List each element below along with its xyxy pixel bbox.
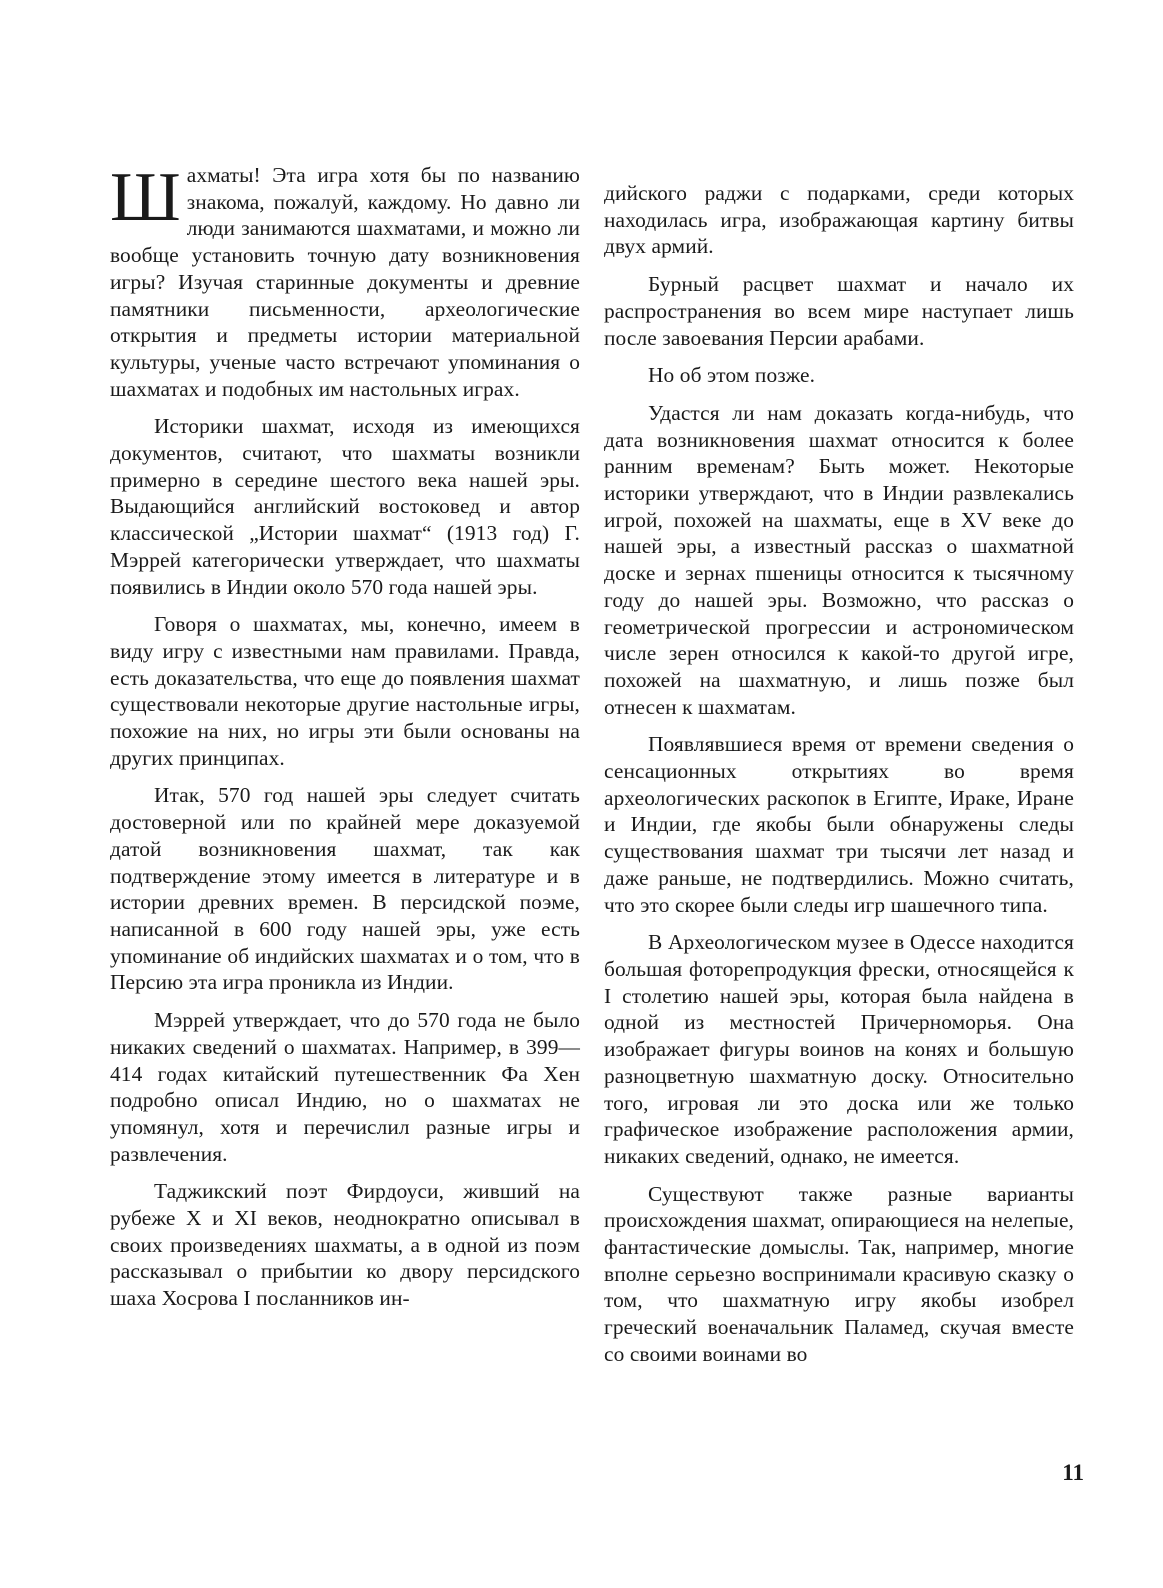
page-number: 11 bbox=[1062, 1460, 1084, 1485]
paragraph-raja-continuation: дийского раджи с подарками, среди которых находилась игра, изображающая картину битвы двух армий. bbox=[604, 181, 1074, 259]
paragraph-earlier-times: Удастся ли нам доказать когда-нибудь, что дата возникновения шахмат относится к более ранним временам? Быть может. Некоторые историки утверждают, что в Индии развлекались игрой, похожей на шахматы, еще в XV веке до нашей эры, а известный рассказ о шахматной доске и зернах пшеницы относится к тысячному году до нашей эры. Возможно, что рассказ о геометрической прогрессии и астрономическом числе зерен относился к какой-то другой игре, похожей на шахматную, и лишь позже был отнесен к шахматам. bbox=[604, 400, 1074, 719]
paragraph-intro-text: ахматы! Эта игра хотя бы по названию знакома, пожалуй, каждому. Но давно ли люди занимаются шахматами, и можно ли вообще установить точную дату возникновения игры? Изучая старинные документы и древние памятники письменности, археологические открытия и предметы истории материальной культуры, ученые часто встречают упоминания о шахматах и подобных им настольных играх. bbox=[110, 163, 580, 401]
paragraph-firdousi: Таджикский поэт Фирдоуси, живший на рубеже X и XI веков, неоднократно описывал в своих произведениях шахматы, а в одной из поэм рассказывал о прибытии ко двору персидского шаха Хосрова I посланников ин- bbox=[110, 1179, 580, 1311]
paragraph-570-date: Итак, 570 год нашей эры следует считать достоверной или по крайней мере доказуемой датой возникновения шахмат, так как подтверждение этому имеется в литературе и в истории древних времен. В персидской поэме, написанной в 600 году нашей эры, уже есть упоминание об индийских шахматах и о том, что в Персию эта игра проникла из Индии. bbox=[110, 783, 580, 995]
paragraph-later: Но об этом позже. bbox=[648, 363, 816, 388]
paragraph-legends: Существуют также разные варианты происхождения шахмат, опирающиеся на нелепые, фантастические домыслы. Так, например, многие вполне серьезно воспринимали красивую сказку о том, что шахматную игру якобы изобрел греческий военачальник Паламед, скучая вместе со своими воинами во bbox=[604, 1181, 1074, 1366]
paragraph-excavations: Появлявшиеся время от времени сведения о сенсационных открытиях во время археологических раскопок в Египте, Ираке, Иране и Индии, где якобы были обнаружены следы существования шахмат три тысячи лет назад и даже раньше, не подтвердились. Можно считать, что это скорее были следы игр шашечного типа. bbox=[604, 732, 1074, 917]
paragraph-odessa-museum: В Археологическом музее в Одессе находится большая фоторепродукция фрески, относящейся к I столетию нашей эры, которая была найдена в одной из местностей Причерноморья. Она изображает фигуры воинов на конях и большую разноцветную шахматную доску. Относительно того, игровая ли это доска или же только графическое изображение расположения армии, никаких сведений, однако, не имеется. bbox=[604, 930, 1074, 1168]
drop-cap: Ш bbox=[110, 159, 181, 236]
paragraph-murray: Мэррей утверждает, что до 570 года не было никаких сведений о шахматах. Например, в 399—414 годах китайский путешественник Фа Хен подробно описал Индию, но о шахматах не упомянул, хотя и перечислил разные игры и развлечения. bbox=[110, 1008, 580, 1166]
paragraph-historians: Историки шахмат, исходя из имеющихся документов, считают, что шахматы возникли примерно в середине шестого века нашей эры. Выдающийся английский востоковед и автор классической „Истории шахмат“ (1913 год) Г. Мэррей категорически утверждает, что шахматы появились в Индии около 570 года нашей эры. bbox=[110, 414, 580, 599]
paragraph-intro bbox=[110, 159, 580, 402]
paragraph-rules: Говоря о шахматах, мы, конечно, имеем в виду игру с известными нам правилами. Правда, есть доказательства, что еще до появления шахмат существовали некоторые другие настольные игры, похожие на них, но игры эти были основаны на других принципах. bbox=[110, 612, 580, 770]
paragraph-arab-conquest: Бурный расцвет шахмат и начало их распространения во всем мире наступает лишь после завоевания Персии арабами. bbox=[604, 272, 1074, 350]
left-column bbox=[110, 159, 580, 1323]
right-column bbox=[604, 180, 1074, 1379]
